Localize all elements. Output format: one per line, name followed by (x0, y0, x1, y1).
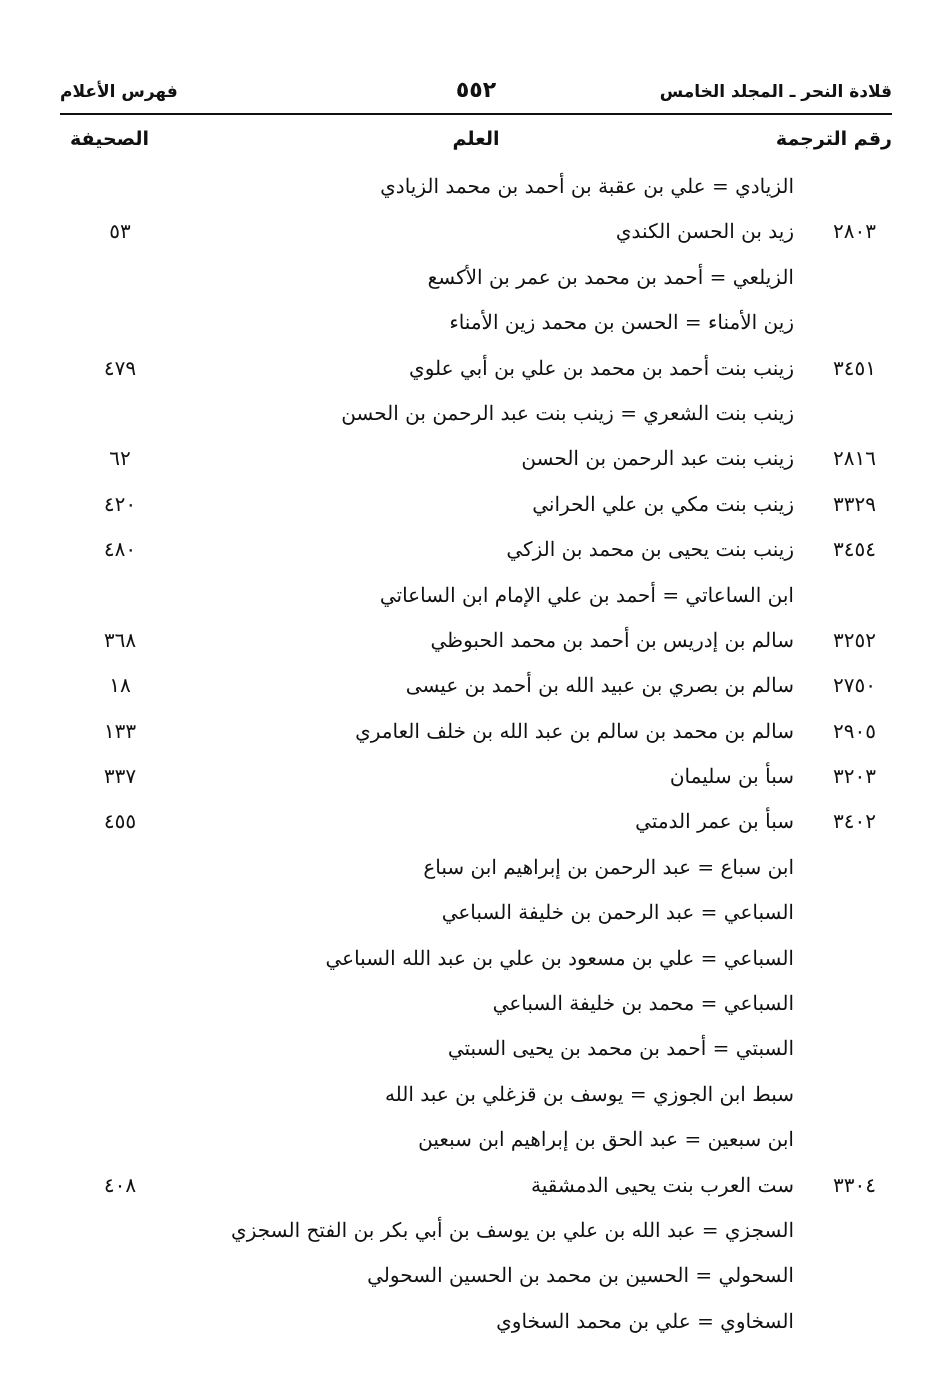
column-header-number: رقم الترجمة (775, 128, 892, 150)
index-entry (60, 803, 892, 848)
entry-page: ١٣٣ (103, 718, 137, 743)
entry-number: ٢٧٥٠ (833, 673, 876, 698)
entry-name: زينب بنت يحيى بن محمد بن الزكي (506, 537, 794, 562)
entry-name: ابن الساعاتي = أحمد بن علي الإمام ابن الساعاتي (379, 582, 794, 607)
entry-name: زينب بنت عبد الرحمن بن الحسن (521, 446, 794, 471)
index-entry (60, 440, 892, 485)
running-header (60, 78, 892, 108)
entry-name: السجزي = عبد الله بن علي بن يوسف بن أبي بكر بن الفتح السجزي (231, 1217, 794, 1242)
entry-name: سبط ابن الجوزي = يوسف بن قزغلي بن عبد الله (384, 1081, 794, 1106)
index-entry (60, 1212, 892, 1257)
index-entry (60, 1076, 892, 1121)
index-entry (60, 1030, 892, 1075)
index-entry (60, 259, 892, 304)
entry-page: ١٨ (109, 673, 131, 698)
entry-number: ٣٢٠٣ (833, 764, 876, 789)
entry-name: زيد بن الحسن الكندي (615, 219, 794, 244)
index-entry (60, 1303, 892, 1348)
index-entry (60, 168, 892, 213)
index-entry (60, 1167, 892, 1212)
entry-number: ٣٤٥١ (833, 355, 876, 380)
entry-number: ٣٣٠٤ (833, 1172, 876, 1197)
entry-page: ٤٢٠ (103, 491, 137, 516)
entry-number: ٢٨٠٣ (833, 219, 876, 244)
entry-name: السباعي = عبد الرحمن بن خليفة السباعي (441, 900, 794, 925)
entry-name: السحولي = الحسين بن محمد بن الحسين السحولي (367, 1263, 794, 1288)
entry-page: ٤٥٥ (103, 809, 137, 834)
entry-page: ٤٧٩ (103, 355, 137, 380)
column-headers (60, 128, 892, 162)
column-header-name: العلم (452, 128, 500, 150)
page-number: ٥٥٢ (455, 78, 497, 103)
entry-name: سالم بن إدريس بن أحمد بن محمد الحبوظي (430, 627, 794, 652)
entry-name: زينب بنت مكي بن علي الحراني (532, 491, 794, 516)
entry-page: ٣٦٨ (103, 627, 137, 652)
index-entry (60, 486, 892, 531)
index-entry (60, 940, 892, 985)
entry-name: زين الأمناء = الحسن بن محمد زين الأمناء (449, 310, 794, 335)
entry-name: السباعي = محمد بن خليفة السباعي (492, 991, 794, 1016)
entry-number: ٢٩٠٥ (833, 718, 876, 743)
entry-name: الزيادي = علي بن عقبة بن أحمد بن محمد الزيادي (380, 174, 794, 198)
index-entry (60, 531, 892, 576)
entry-name: ابن سبعين = عبد الحق بن إبراهيم ابن سبعين (418, 1127, 794, 1152)
section-title: فهرس الأعلام (60, 82, 178, 102)
book-title: قلادة النحر ـ المجلد الخامس (659, 82, 892, 102)
entry-name: زينب بنت الشعري = زينب بنت عبد الرحمن بن الحسن (341, 400, 794, 425)
index-entry (60, 1121, 892, 1166)
entry-name: ست العرب بنت يحيى الدمشقية (531, 1172, 794, 1197)
entry-name: سالم بن بصري بن عبيد الله بن أحمد بن عيسى (405, 673, 794, 698)
entry-number: ٣٣٢٩ (833, 491, 876, 516)
entry-name: السبتي = أحمد بن محمد بن يحيى السبتي (447, 1036, 794, 1061)
index-entry (60, 395, 892, 440)
index-entry (60, 894, 892, 939)
entry-page: ٦٢ (109, 446, 131, 471)
entry-name: سالم بن محمد بن سالم بن عبد الله بن خلف العامري (355, 718, 794, 743)
entry-name: ابن سباع = عبد الرحمن بن إبراهيم ابن سباع (423, 854, 794, 879)
index-entry (60, 667, 892, 712)
index-entry (60, 713, 892, 758)
entry-page: ٥٣ (109, 219, 131, 244)
entry-page: ٣٣٧ (103, 764, 137, 789)
index-entry (60, 622, 892, 667)
index-entry (60, 350, 892, 395)
index-entry (60, 213, 892, 258)
entry-name: السخاوي = علي بن محمد السخاوي (496, 1308, 794, 1333)
entry-number: ٣٢٥٢ (833, 627, 876, 652)
index-entry (60, 985, 892, 1030)
entry-name: السباعي = علي بن مسعود بن علي بن عبد الله السباعي (325, 945, 794, 970)
entry-page: ٤٠٨ (103, 1172, 137, 1197)
entry-number: ٢٨١٦ (833, 446, 876, 471)
index-entry (60, 849, 892, 894)
entry-page: ٤٨٠ (103, 537, 137, 562)
header-divider (60, 113, 892, 115)
index-entry (60, 304, 892, 349)
index-entry (60, 758, 892, 803)
index-entry (60, 577, 892, 622)
entry-name: سبأ بن سليمان (669, 764, 794, 789)
entry-name: سبأ بن عمر الدمتي (635, 809, 794, 834)
entry-number: ٣٤٠٢ (833, 809, 876, 834)
index-entry (60, 1257, 892, 1302)
entry-name: زينب بنت أحمد بن محمد بن علي بن أبي علوي (409, 355, 794, 380)
entry-number: ٣٤٥٤ (833, 537, 876, 562)
index-list (60, 168, 892, 1348)
entry-name: الزيلعي = أحمد بن محمد بن عمر بن الأكسع (427, 264, 794, 289)
column-header-page: الصحيفة (70, 128, 150, 150)
